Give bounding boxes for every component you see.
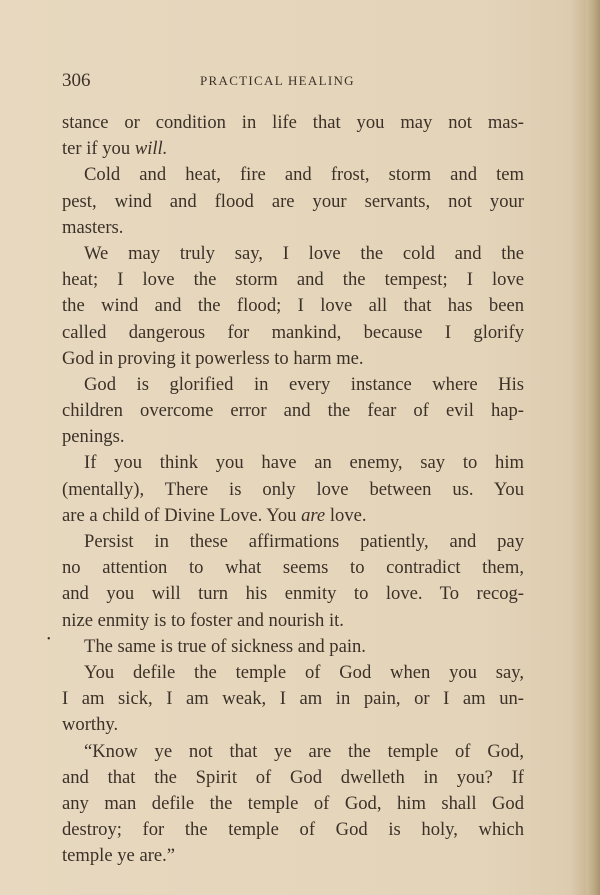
line-text: are a child of Divine Love. You bbox=[62, 504, 302, 526]
line-text: no attention to what seems to contradict them, bbox=[62, 557, 524, 579]
text-line bbox=[62, 398, 524, 424]
margin-dot: • bbox=[47, 634, 51, 645]
line-text: love. bbox=[325, 504, 367, 526]
line-text: God in proving it powerless to harm me. bbox=[62, 347, 364, 369]
body-text bbox=[62, 110, 524, 869]
line-text: ter if you bbox=[62, 138, 135, 160]
line-text: The same is true of sickness and pain. bbox=[84, 635, 366, 657]
line-text: worthy. bbox=[62, 714, 119, 736]
text-line bbox=[62, 450, 524, 476]
line-text: children overcome error and the fear of evil hap- bbox=[62, 400, 524, 422]
line-text: pest, wind and flood are your servants, not your bbox=[62, 190, 524, 212]
line-text: Cold and heat, fire and frost, storm and tem bbox=[84, 164, 524, 186]
running-title: PRACTICAL HEALING bbox=[200, 73, 355, 88]
page-number: 306 bbox=[62, 70, 91, 91]
text-line bbox=[62, 529, 524, 555]
page-header bbox=[62, 70, 522, 94]
line-text: God is glorified in every instance where His bbox=[84, 373, 524, 395]
line-text: heat; I love the storm and the tempest; I love bbox=[62, 269, 524, 291]
text-line bbox=[62, 424, 524, 450]
line-text: penings. bbox=[62, 426, 125, 448]
line-text: I am sick, I am weak, I am in pain, or I am un- bbox=[62, 688, 524, 710]
line-text: We may truly say, I love the cold and the bbox=[84, 242, 524, 264]
text-line bbox=[62, 791, 524, 817]
text-line bbox=[62, 660, 524, 686]
line-text: any man defile the temple of God, him shall God bbox=[62, 792, 524, 814]
line-text: (mentally), There is only love between us. You bbox=[62, 478, 524, 500]
text-line bbox=[62, 215, 524, 241]
text-line bbox=[62, 739, 524, 765]
text-line bbox=[62, 765, 524, 791]
italic-text: will. bbox=[134, 138, 168, 160]
text-line bbox=[62, 372, 524, 398]
text-line bbox=[62, 241, 524, 267]
text-line bbox=[62, 189, 524, 215]
page-edge bbox=[586, 0, 600, 895]
text-line bbox=[62, 267, 524, 293]
text-line bbox=[62, 477, 524, 503]
line-text: Persist in these affirmations patiently, and pay bbox=[84, 531, 524, 552]
line-text: You defile the temple of God when you say, bbox=[84, 661, 524, 683]
line-text: “Know ye not that ye are the temple of God, bbox=[84, 740, 524, 762]
line-text: If you think you have an enemy, say to him bbox=[84, 452, 524, 474]
line-text: stance or condition in life that you may not mas- bbox=[62, 112, 524, 133]
line-text: nize enmity is to foster and nourish it. bbox=[62, 609, 344, 631]
italic-text: are bbox=[301, 504, 326, 526]
text-line bbox=[62, 581, 524, 607]
line-text: the wind and the flood; I love all that has been bbox=[62, 295, 524, 317]
text-line bbox=[62, 843, 524, 869]
text-line bbox=[62, 712, 524, 738]
text-line bbox=[62, 110, 524, 136]
line-text: and you will turn his enmity to love. To recog- bbox=[62, 583, 524, 605]
line-text: called dangerous for mankind, because I glorify bbox=[62, 321, 524, 343]
text-line bbox=[62, 555, 524, 581]
text-line bbox=[62, 320, 524, 346]
text-line bbox=[62, 346, 524, 372]
text-line bbox=[62, 293, 524, 319]
text-line bbox=[62, 136, 524, 162]
line-text: masters. bbox=[62, 216, 124, 238]
line-text: temple ye are.” bbox=[62, 845, 176, 867]
text-line bbox=[62, 817, 524, 843]
text-line bbox=[62, 503, 524, 529]
text-line bbox=[62, 686, 524, 712]
text-line bbox=[62, 162, 524, 188]
line-text: destroy; for the temple of God is holy, which bbox=[62, 819, 524, 841]
text-line bbox=[62, 634, 524, 660]
text-line bbox=[62, 608, 524, 634]
line-text: and that the Spirit of God dwelleth in you? If bbox=[62, 766, 524, 788]
